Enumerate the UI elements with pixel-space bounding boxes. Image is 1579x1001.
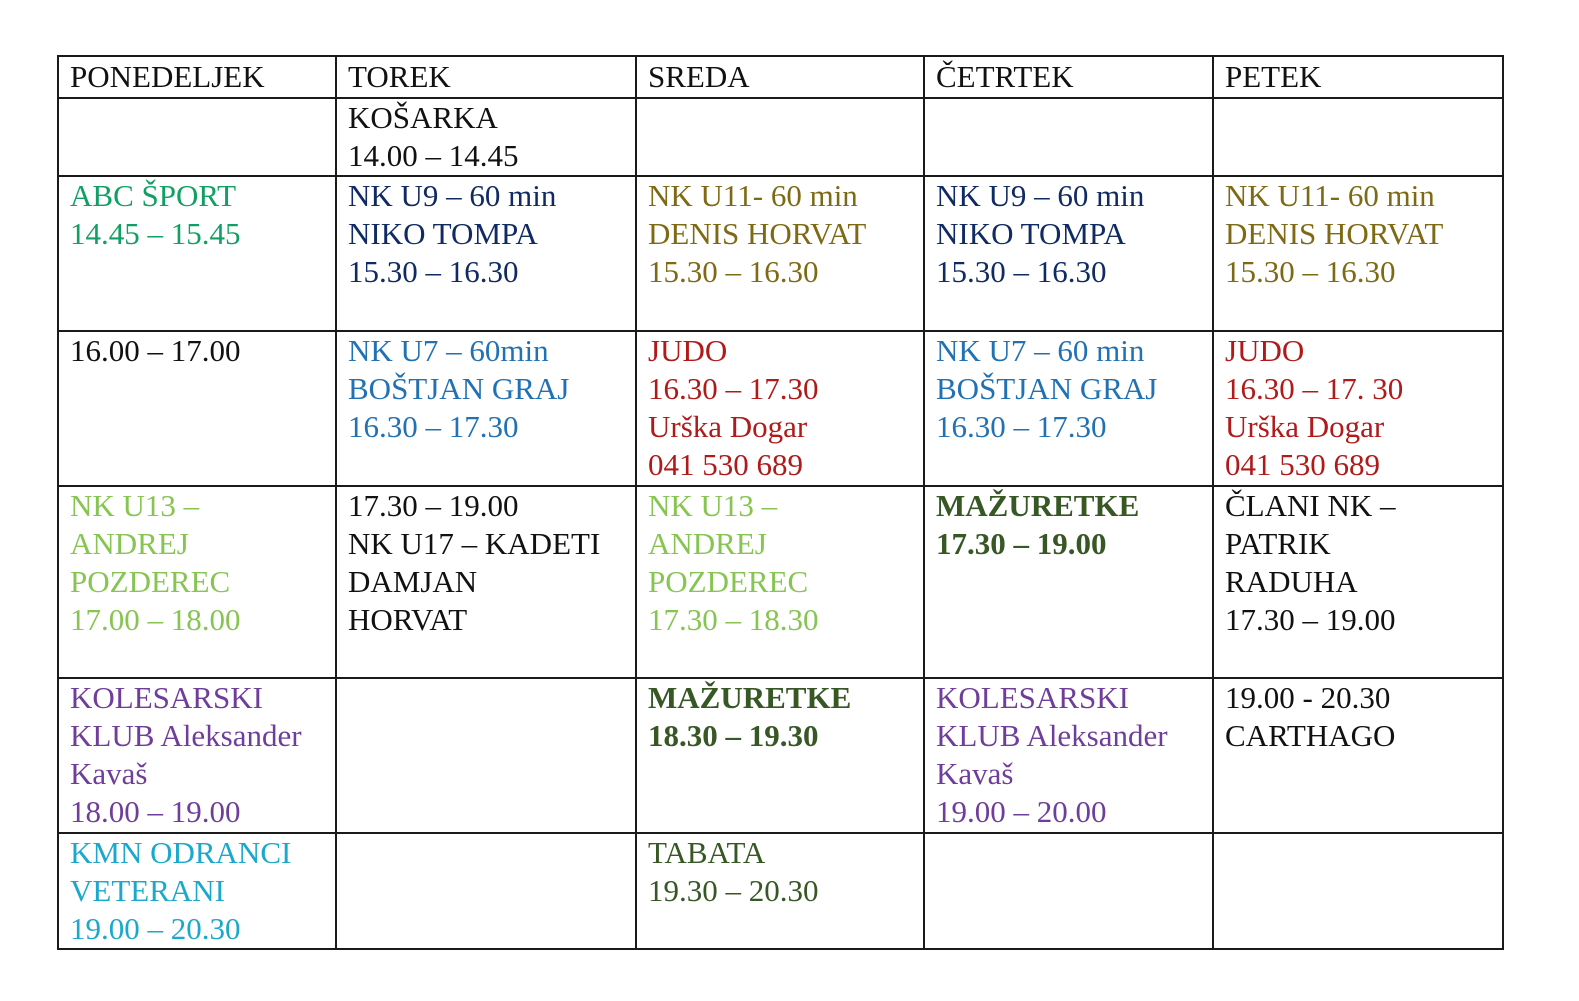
cell-text-line: 19.30 – 20.30	[648, 873, 819, 908]
cell-text-line: 15.30 – 16.30	[1225, 254, 1396, 289]
cell-text-line: RADUHA	[1225, 564, 1358, 599]
cell-text-line: NK U13 –	[70, 488, 200, 523]
header-torek: TOREK	[336, 56, 636, 98]
cell-text-line: 17.30 – 19.00	[348, 488, 519, 523]
cell-text-line: 16.30 – 17.30	[348, 409, 519, 444]
schedule-cell-sreda	[636, 833, 924, 949]
cell-text-line: NK U11- 60 min	[648, 178, 858, 213]
cell-text-line: 19.00 – 20.00	[936, 794, 1107, 829]
cell-text-line: 16.00 – 17.00	[70, 333, 241, 368]
schedule-cell-cetrtek	[924, 176, 1213, 331]
cell-text-line: 17.30 – 18.30	[648, 602, 819, 637]
schedule-cell-cetrtek	[924, 98, 1213, 176]
schedule-cell-ponedeljek	[58, 331, 336, 486]
cell-text-line: DENIS HORVAT	[648, 216, 867, 251]
cell-text-line: KOŠARKA	[348, 100, 498, 135]
cell-text-line: 17.30 – 19.00	[936, 526, 1107, 561]
cell-text-line: 14.00 – 14.45	[348, 138, 519, 173]
cell-text-line: 15.30 – 16.30	[348, 254, 519, 289]
cell-text-line: PATRIK	[1225, 526, 1331, 561]
schedule-row	[58, 486, 1503, 678]
cell-text-line: POZDEREC	[70, 564, 231, 599]
schedule-cell-torek	[336, 678, 636, 833]
schedule-row	[58, 98, 1503, 176]
cell-text-line: 17.00 – 18.00	[70, 602, 241, 637]
schedule-row	[58, 678, 1503, 833]
header-cetrtek: ČETRTEK	[924, 56, 1213, 98]
schedule-cell-ponedeljek	[58, 486, 336, 678]
cell-text-line: 19.00 - 20.30	[1225, 680, 1391, 715]
schedule-cell-sreda	[636, 331, 924, 486]
cell-text-line: 16.30 – 17. 30	[1225, 371, 1404, 406]
schedule-cell-torek	[336, 331, 636, 486]
schedule-row	[58, 176, 1503, 331]
schedule-cell-ponedeljek	[58, 98, 336, 176]
cell-text-line: 17.30 – 19.00	[1225, 602, 1396, 637]
schedule-cell-cetrtek	[924, 486, 1213, 678]
schedule-cell-petek	[1213, 331, 1503, 486]
cell-text-line: POZDEREC	[648, 564, 809, 599]
cell-text-line: 19.00 – 20.30	[70, 911, 241, 946]
schedule-cell-sreda	[636, 176, 924, 331]
cell-text-line: TABATA	[648, 835, 766, 870]
schedule-cell-torek	[336, 833, 636, 949]
cell-text-line: MAŽURETKE	[936, 488, 1140, 523]
cell-text-line: KMN ODRANCI	[70, 835, 292, 870]
schedule-cell-cetrtek	[924, 331, 1213, 486]
schedule-cell-sreda	[636, 98, 924, 176]
schedule-body	[58, 56, 1503, 949]
cell-text-line: NIKO TOMPA	[936, 216, 1126, 251]
schedule-cell-petek	[1213, 176, 1503, 331]
cell-text-line: Urška Dogar	[648, 409, 808, 444]
schedule-cell-torek	[336, 98, 636, 176]
header-ponedeljek: PONEDELJEK	[58, 56, 336, 98]
cell-text-line: KLUB Aleksander	[936, 718, 1168, 753]
schedule-cell-torek	[336, 176, 636, 331]
schedule-row	[58, 833, 1503, 949]
header-petek: PETEK	[1213, 56, 1503, 98]
schedule-cell-sreda	[636, 678, 924, 833]
header-sreda: SREDA	[636, 56, 924, 98]
cell-text-line: ČLANI NK –	[1225, 488, 1396, 523]
cell-text-line: BOŠTJAN GRAJ	[936, 371, 1158, 406]
cell-text-line: DENIS HORVAT	[1225, 216, 1444, 251]
cell-text-line: 15.30 – 16.30	[936, 254, 1107, 289]
cell-text-line: JUDO	[648, 333, 728, 368]
cell-text-line: 18.30 – 19.30	[648, 718, 819, 753]
schedule-cell-ponedeljek	[58, 176, 336, 331]
cell-text-line: MAŽURETKE	[648, 680, 852, 715]
cell-text-line: NK U11- 60 min	[1225, 178, 1435, 213]
cell-text-line: Urška Dogar	[1225, 409, 1385, 444]
cell-text-line: 041 530 689	[1225, 447, 1380, 482]
cell-text-line: NK U9 – 60 min	[348, 178, 557, 213]
schedule-table	[57, 55, 1504, 950]
cell-text-line: NK U7 – 60min	[348, 333, 549, 368]
header-row	[58, 56, 1503, 98]
cell-text-line: 041 530 689	[648, 447, 803, 482]
cell-text-line: 16.30 – 17.30	[648, 371, 819, 406]
schedule-cell-petek	[1213, 678, 1503, 833]
cell-text-line: KOLESARSKI	[936, 680, 1129, 715]
schedule-row	[58, 331, 1503, 486]
schedule-cell-cetrtek	[924, 833, 1213, 949]
cell-text-line: DAMJAN	[348, 564, 478, 599]
cell-text-line: NK U7 – 60 min	[936, 333, 1145, 368]
cell-text-line: 15.30 – 16.30	[648, 254, 819, 289]
cell-text-line: BOŠTJAN GRAJ	[348, 371, 570, 406]
cell-text-line: Kavaš	[936, 756, 1014, 791]
cell-text-line: KLUB Aleksander	[70, 718, 302, 753]
cell-text-line: NK U9 – 60 min	[936, 178, 1145, 213]
cell-text-line: NK U17 – KADETI	[348, 526, 601, 561]
schedule-cell-cetrtek	[924, 678, 1213, 833]
cell-text-line: ANDREJ	[70, 526, 189, 561]
schedule-cell-ponedeljek	[58, 833, 336, 949]
cell-text-line: NK U13 –	[648, 488, 778, 523]
cell-text-line: 14.45 – 15.45	[70, 216, 241, 251]
cell-text-line: 16.30 – 17.30	[936, 409, 1107, 444]
schedule-cell-ponedeljek	[58, 678, 336, 833]
cell-text-line: NIKO TOMPA	[348, 216, 538, 251]
schedule-cell-sreda	[636, 486, 924, 678]
schedule-cell-torek	[336, 486, 636, 678]
cell-text-line: VETERANI	[70, 873, 225, 908]
cell-text-line: HORVAT	[348, 602, 468, 637]
cell-text-line: ANDREJ	[648, 526, 767, 561]
cell-text-line: ABC ŠPORT	[70, 178, 237, 213]
schedule-cell-petek	[1213, 833, 1503, 949]
schedule-cell-petek	[1213, 98, 1503, 176]
cell-text-line: JUDO	[1225, 333, 1305, 368]
cell-text-line: CARTHAGO	[1225, 718, 1396, 753]
cell-text-line: Kavaš	[70, 756, 148, 791]
cell-text-line: 18.00 – 19.00	[70, 794, 241, 829]
schedule-cell-petek	[1213, 486, 1503, 678]
cell-text-line: KOLESARSKI	[70, 680, 263, 715]
